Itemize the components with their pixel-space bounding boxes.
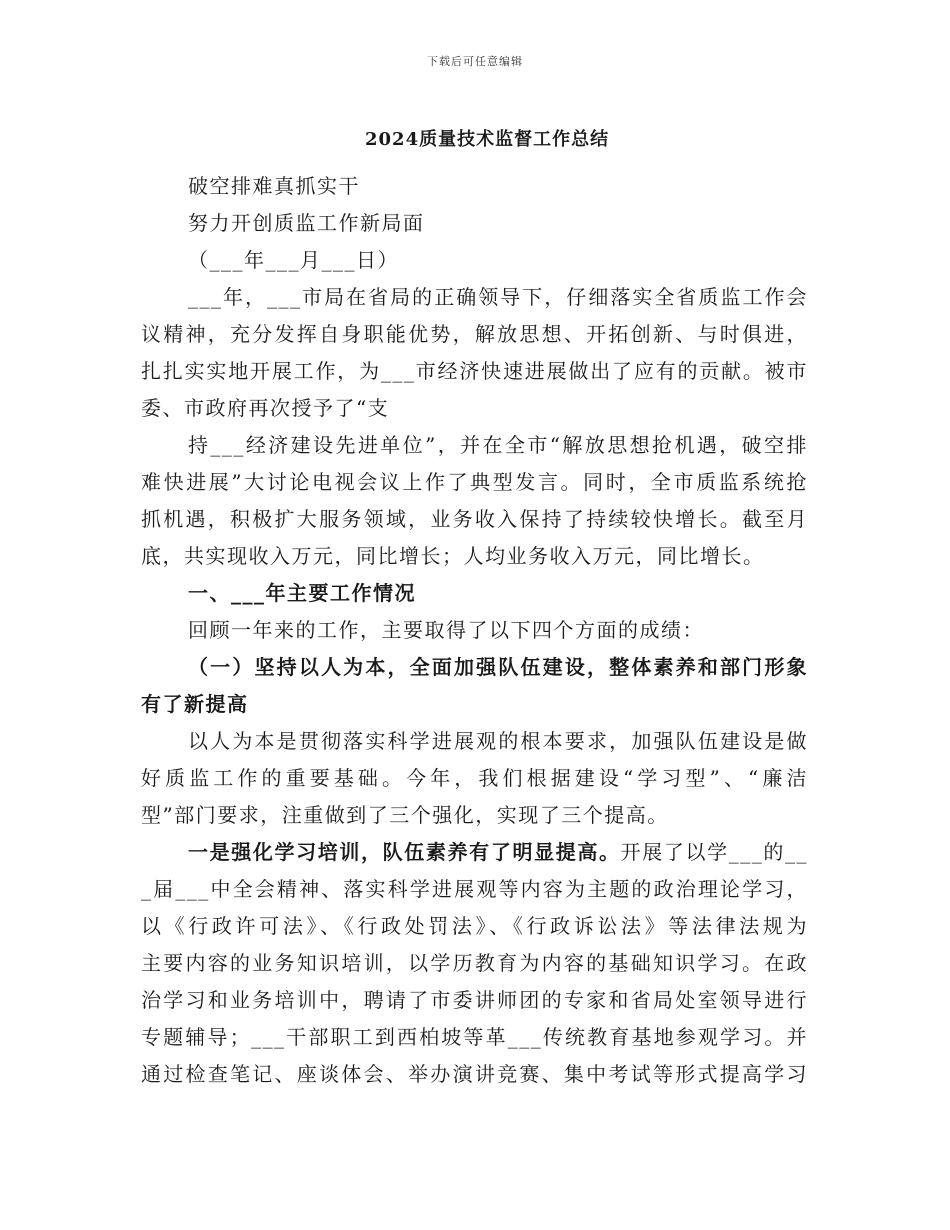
paragraph-line: 底，共实现收入万元，同比增长；人均业务收入万元，同比增长。 bbox=[141, 544, 765, 568]
paragraph-line: _届___中全会精神、落实科学进展观等内容为主题的政治理论学习， bbox=[141, 877, 808, 901]
paragraph-line: 扎扎实实地开展工作，为___市经济快速进展做出了应有的贡献。被市 bbox=[141, 359, 808, 383]
subtitle-line: 努力开创质监工作新局面 bbox=[188, 211, 425, 235]
paragraph-achievements bbox=[141, 427, 808, 575]
subsection-heading-line: 有了新提高 bbox=[141, 692, 249, 716]
paragraph-line: 抓机遇，积极扩大服务领域，业务收入保持了持续较快增长。截至月 bbox=[141, 507, 808, 531]
section-heading: 一、___年主要工作情况 bbox=[188, 581, 416, 605]
paragraph-line: 议精神，充分发挥自身职能优势，解放思想、开拓创新、与时俱进， bbox=[141, 322, 808, 346]
paragraph-line bbox=[141, 834, 808, 871]
paragraph-line: 好质监工作的重要基础。今年，我们根据建设“学习型”、“廉洁 bbox=[141, 766, 808, 790]
paragraph-line: 主要内容的业务知识培训，以学历教育为内容的基础知识学习。在政 bbox=[141, 951, 808, 975]
subtitle-line: 破空排难真抓实干 bbox=[188, 174, 360, 198]
subsection-heading bbox=[141, 649, 808, 723]
paragraph-intro bbox=[141, 279, 808, 427]
date-line: （___年___月___日） bbox=[188, 248, 399, 272]
lead-bold-text: 一是强化学习培训，队伍素养有了明显提高。 bbox=[188, 840, 621, 864]
paragraph-team-building bbox=[141, 723, 808, 834]
paragraph-line: 型”部门要求，注重做到了三个强化，实现了三个提高。 bbox=[141, 803, 669, 827]
paragraph-line: 治学习和业务培训中，聘请了市委讲师团的专家和省局处室领导进行 bbox=[141, 988, 808, 1012]
paragraph-line: ___年，___市局在省局的正确领导下，仔细落实全省质监工作会 bbox=[188, 285, 808, 309]
paragraph-line: 以人为本是贯彻落实科学进展观的根本要求，加强队伍建设是做 bbox=[188, 729, 808, 753]
paragraph-line: 回顾一年来的工作，主要取得了以下四个方面的成绩： bbox=[188, 618, 704, 642]
paragraph-line: 通过检查笔记、座谈体会、举办演讲竞赛、集中考试等形式提高学习 bbox=[141, 1062, 808, 1086]
header-note: 下载后可任意编辑 bbox=[427, 55, 523, 68]
document-body bbox=[141, 168, 808, 1093]
document-title: 2024质量技术监督工作总结 bbox=[365, 129, 610, 150]
paragraph-line: 持___经济建设先进单位”，并在全市“解放思想抢机遇，破空排 bbox=[188, 433, 808, 457]
paragraph-line: 难快进展”大讨论电视会议上作了典型发言。同时，全市质监系统抢 bbox=[141, 470, 808, 494]
paragraph-text: 开展了以学___的__ bbox=[620, 840, 809, 864]
paragraph-training bbox=[141, 834, 808, 1093]
subsection-heading-line: （一）坚持以人为本，全面加强队伍建设，整体素养和部门形象 bbox=[188, 655, 808, 679]
paragraph-line: 专题辅导；___干部职工到西柏坡等革___传统教育基地参观学习。并 bbox=[141, 1025, 808, 1049]
paragraph-line: 委、市政府再次授予了“支 bbox=[141, 396, 390, 420]
paragraph-line: 以《行政许可法》、《行政处罚法》、《行政诉讼法》等法律法规为 bbox=[141, 914, 808, 938]
